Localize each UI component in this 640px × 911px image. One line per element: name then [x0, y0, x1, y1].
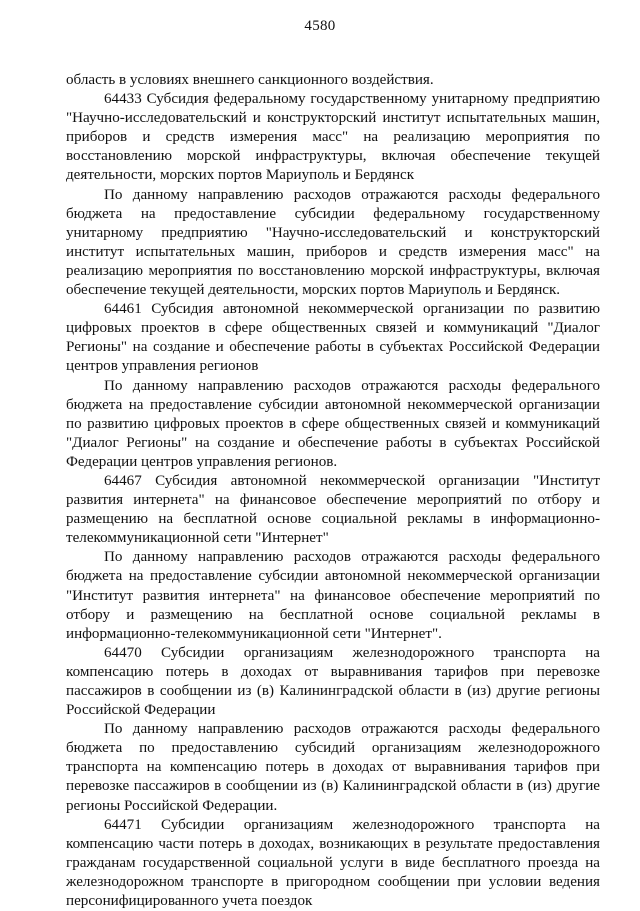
paragraph-64433-description: По данному направлению расходов отражаются расходы федерального бюджета на предоставление субсидии федеральному государственному унитарному предприятию "Научно-исследовательский и конструкторский институт испытательных машин, приборов и средств измерения масс" на реализацию мероприятия по восстановлению морской инфраструктуры, включая обеспечение текущей деятельности, морских портов Мариуполь и Бердянск.	[66, 186, 600, 299]
paragraph-64471-heading: 64471 Субсидии организациям железнодорожного транспорта на компенсацию части потерь в доходах, возникающих в результате предоставления гражданам государственной социальной услуги в виде бесплатного проезда на железнодорожном транспорте в пригородном сообщении при условии ведения персонифицированного учета поездок	[66, 816, 600, 910]
document-body	[66, 71, 600, 911]
paragraph-64461-heading: 64461 Субсидия автономной некоммерческой организации по развитию цифровых проектов в сфере общественных связей и коммуникаций "Диалог Регионы" на создание и обеспечение работы в субъектах Российской Федерации центров управления регионов	[66, 301, 600, 375]
paragraph-64470-heading: 64470 Субсидии организациям железнодорожного транспорта на компенсацию потерь в доходах от выравнивания тарифов при перевозке пассажиров в сообщении из (в) Калининградской области в (из) другие регионы Российской Федерации	[66, 644, 600, 719]
page-number: 4580	[304, 18, 336, 34]
paragraph-64467-heading: 64467 Субсидия автономной некоммерческой организации "Институт развития интернета" на финансовое обеспечение мероприятий по отбору и размещению на бесплатной основе социальной рекламы в информационно-телекоммуникационной сети "Интернет"	[66, 472, 600, 547]
paragraph-64467-description: По данному направлению расходов отражаются расходы федерального бюджета на предоставление субсидии автономной некоммерческой организации "Институт развития интернета" на финансовое обеспечение мероприятий по отбору и размещению на бесплатной основе социальной рекламы в информационно-телекоммуникационной сети "Интернет".	[66, 549, 600, 642]
paragraph-64470-description: По данному направлению расходов отражаются расходы федерального бюджета по предоставлению субсидий организациям железнодорожного транспорта на компенсацию потерь в доходах от выравнивания тарифов при перевозке пассажиров в сообщении из (в) Калининградской области в (из) другие регионы Российской Федерации.	[66, 721, 600, 814]
paragraph-64461-description: По данному направлению расходов отражаются расходы федерального бюджета на предоставление субсидии автономной некоммерческой организации по развитию цифровых проектов в сфере общественных связей и коммуникаций "Диалог Регионы" на создание и обеспечение работы в субъектах Российской Федерации центров управления регионов.	[66, 377, 600, 470]
paragraph-64433-heading: 64433 Субсидия федеральному государственному унитарному предприятию "Научно-исследовательский и конструкторский институт испытательных машин, приборов и средств измерения масс" на реализацию мероприятия по восстановлению морской инфраструктуры, включая обеспечение текущей деятельности, морских портов Мариуполь и Бердянск	[66, 91, 600, 184]
paragraph-continuation: область в условиях внешнего санкционного воздействия.	[66, 72, 434, 88]
